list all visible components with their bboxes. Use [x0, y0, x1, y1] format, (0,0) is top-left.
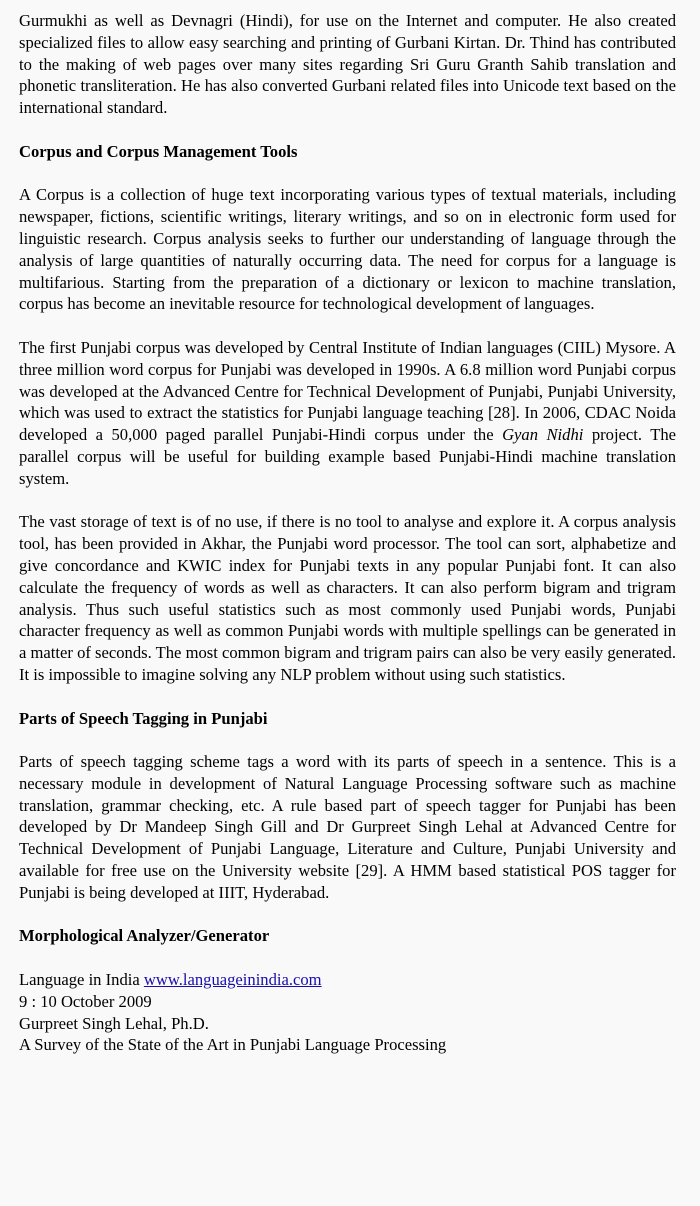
corpus-paragraph-2-part-b: project. The parallel corpus will be useful for building example based Punjabi-Hindi machine translation system. [19, 425, 677, 488]
corpus-paragraph-1: A Corpus is a collection of huge text incorporating various types of textual materials, including newspaper, fictions, scientific writings, literary writings, and so on in electronic form used for linguistic research. Corpus analysis seeks to further our understanding of language through the analysis of large quantities of naturally occurring data. The need for corpus for a language is multifarious. Starting from the preparation of a dictionary or lexicon to machine translation, corpus has become an inevitable resource for technological development of languages. [19, 185, 676, 314]
page-footer [19, 969, 676, 1056]
corpus-paragraph-3: The vast storage of text is of no use, if there is no tool to analyse and explore it. A corpus analysis tool, has been provided in Akhar, the Punjabi word processor. The tool can sort, alphabetize and give concordance and KWIC index for Punjabi texts in any popular Punjabi font. It can also calculate the frequency of words as well as characters. It can also perform bigram and trigram analysis. Thus such useful statistics such as most commonly used Punjabi words, Punjabi character frequency as well as common Punjabi words with multiple spellings can be generated in a matter of seconds. The most common bigram and trigram pairs can also be very easily generated. It is impossible to imagine solving any NLP problem without using such statistics. [19, 512, 676, 684]
footer-journal-prefix: Language in India [19, 970, 144, 990]
journal-website-link[interactable]: www.languageinindia.com [143, 970, 322, 990]
footer-author: Gurpreet Singh Lehal, Ph.D. [19, 1013, 209, 1033]
footer-article-title: A Survey of the State of the Art in Punjabi Language Processing [19, 1035, 447, 1055]
footer-issue: 9 : 10 October 2009 [19, 991, 152, 1011]
section-heading-pos-tagging: Parts of Speech Tagging in Punjabi [19, 708, 268, 728]
pos-tagging-paragraph: Parts of speech tagging scheme tags a word with its parts of speech in a sentence. This is a necessary module in development of Natural Language Processing software such as machine translation, grammar checking, etc. A rule based part of speech tagger for Punjabi has been developed by Dr Mandeep Singh Gill and Dr Gurpreet Singh Lehal at Advanced Centre for Technical Development of Punjabi Language, Literature and Culture, Punjabi University and available for free use on the University website [29]. A HMM based statistical POS tagger for Punjabi is being developed at IIIT, Hyderabad. [19, 752, 676, 902]
section-heading-corpus: Corpus and Corpus Management Tools [19, 141, 298, 161]
corpus-paragraph-2 [19, 337, 676, 490]
gyan-nidhi-italic: Gyan Nidhi [502, 425, 584, 445]
section-heading-morphological: Morphological Analyzer/Generator [19, 926, 270, 946]
intro-paragraph: Gurmukhi as well as Devnagri (Hindi), for use on the Internet and computer. He also created specialized files to allow easy searching and printing of Gurbani Kirtan. Dr. Thind has contributed to the making of web pages over many sites regarding Sri Guru Granth Sahib translation and phonetic transliteration. He has also converted Gurbani related files into Unicode text based on the international standard. [19, 11, 676, 118]
corpus-paragraph-2-part-a: The first Punjabi corpus was developed by Central Institute of Indian languages (CIIL) Mysore. A three million word corpus for Punjabi was developed in 1990s. A 6.8 million word Punjabi corpus was developed at the Advanced Centre for Technical Development of Punjabi, Punjabi University, which was used to extract the statistics for Punjabi language teaching [28]. In 2006, CDAC Noida developed a 50,000 paged parallel Punjabi-Hindi corpus under the [19, 337, 676, 445]
footer-journal-line [19, 969, 676, 991]
